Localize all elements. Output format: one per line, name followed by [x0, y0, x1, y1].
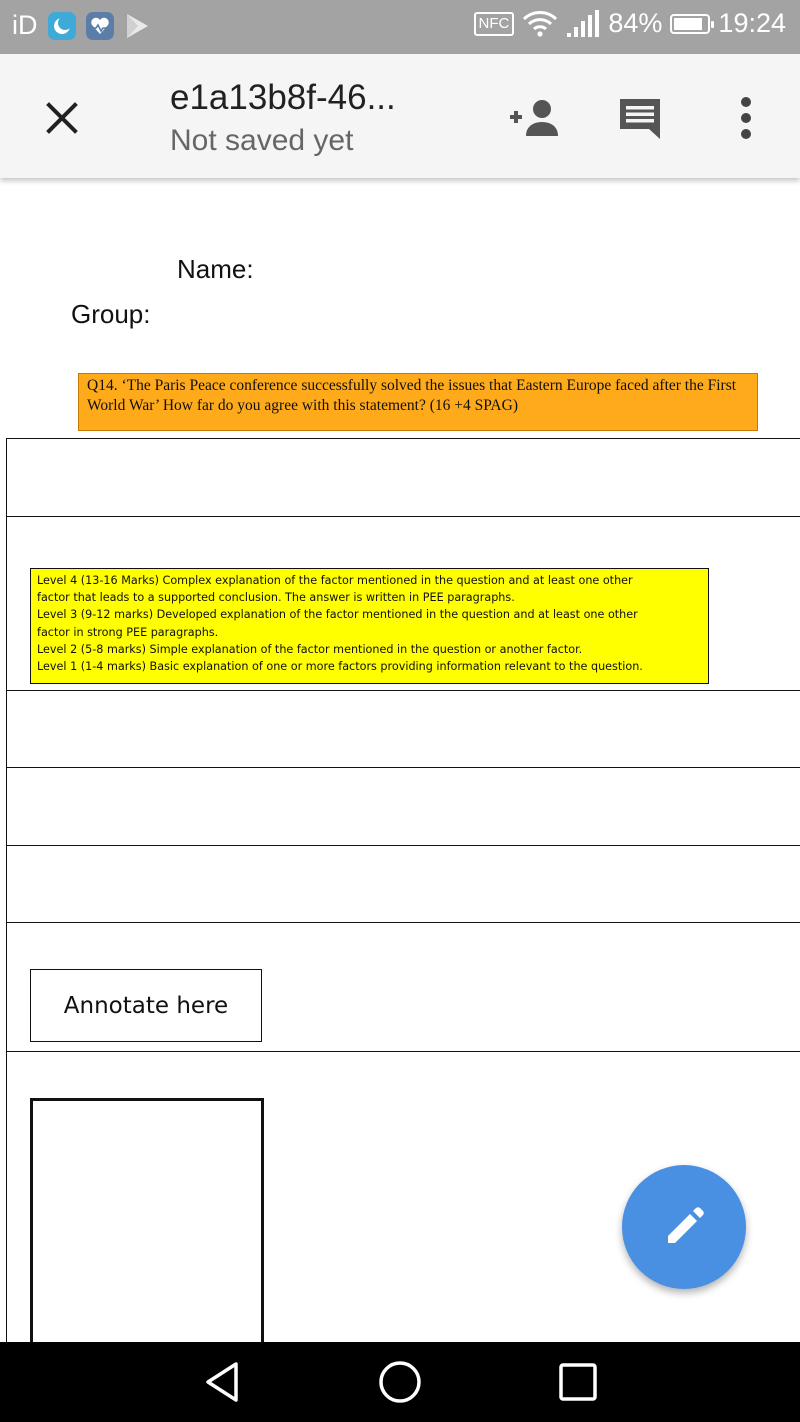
- battery-percent: 84%: [608, 8, 663, 38]
- mark-scheme-line: Level 4 (13-16 Marks) Complex explanation of the factor mentioned in the question and at least one other: [37, 574, 633, 587]
- group-label: Group:: [71, 299, 151, 329]
- more-vert-icon: [738, 96, 754, 140]
- carrier-text: iD: [12, 10, 38, 40]
- status-bar-right: [474, 8, 786, 39]
- table-border: [6, 438, 800, 439]
- app-bar: [0, 54, 800, 178]
- status-bar: [0, 0, 800, 54]
- moon-app-icon: [48, 12, 76, 40]
- signal-icon: [566, 9, 600, 39]
- mark-scheme-line: factor that leads to a supported conclusion. The answer is written in PEE paragraphs.: [37, 591, 515, 605]
- document-title: e1a13b8f-46...: [170, 78, 396, 117]
- home-button[interactable]: [372, 1356, 428, 1408]
- edit-pencil-icon: [662, 1205, 706, 1249]
- nfc-indicator: NFC: [474, 12, 515, 36]
- recents-icon: [558, 1362, 598, 1402]
- wifi-icon: [522, 9, 558, 39]
- status-bar-left: [12, 10, 150, 41]
- table-border: [6, 516, 800, 517]
- save-status: Not saved yet: [170, 124, 354, 157]
- home-icon: [377, 1359, 423, 1405]
- edit-fab[interactable]: [622, 1165, 746, 1289]
- mark-scheme-line: Level 1 (1-4 marks) Basic explanation of one or more factors providing information relevant to the question.: [37, 660, 643, 674]
- table-border: [6, 690, 800, 691]
- table-border: [6, 767, 800, 768]
- health-app-icon: [86, 12, 114, 40]
- comments-button[interactable]: [610, 88, 670, 148]
- play-store-icon: [124, 12, 150, 40]
- recents-button[interactable]: [550, 1356, 606, 1408]
- clock: 19:24: [718, 8, 786, 38]
- annotate-box: Annotate here: [30, 969, 262, 1042]
- close-icon: [44, 100, 80, 136]
- close-button[interactable]: [36, 92, 88, 144]
- table-border: [6, 845, 800, 846]
- table-border-left: [6, 438, 7, 1342]
- name-label: Name:: [177, 254, 254, 284]
- table-border: [6, 922, 800, 923]
- share-button[interactable]: [504, 88, 564, 148]
- mark-scheme-line: Level 3 (9-12 marks) Developed explanation of the factor mentioned in the question and at least one other: [37, 608, 638, 622]
- back-icon: [202, 1360, 242, 1404]
- mark-scheme-line: Level 2 (5-8 marks) Simple explanation of the factor mentioned in the question or another factor.: [37, 642, 583, 656]
- question-box: Q14. ‘The Paris Peace conference successfully solved the issues that Eastern Europe faced after the First World War’ How far do you agree with this statement? (16 +4 SPAG): [78, 373, 758, 431]
- more-options-button[interactable]: [716, 88, 776, 148]
- mark-scheme-line: factor in strong PEE paragraphs.: [37, 625, 219, 639]
- comment-icon: [616, 95, 664, 141]
- add-person-icon: [506, 98, 562, 138]
- navigation-bar: [0, 1342, 800, 1422]
- back-button[interactable]: [194, 1356, 250, 1408]
- table-border: [6, 1051, 800, 1052]
- mark-scheme-box: [30, 568, 709, 684]
- battery-icon: [670, 14, 710, 34]
- blank-frame: [30, 1098, 264, 1342]
